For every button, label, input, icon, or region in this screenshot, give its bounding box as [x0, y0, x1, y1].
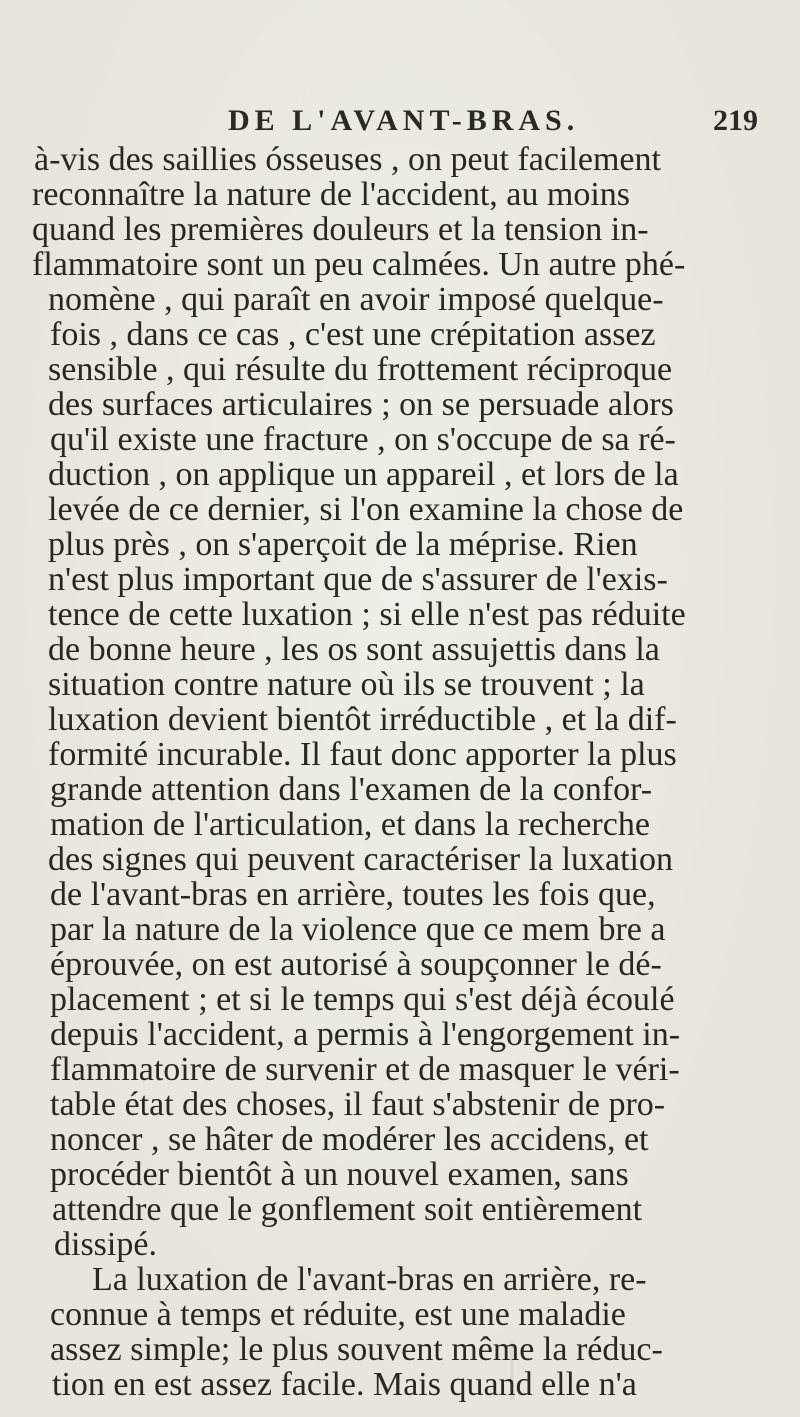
text-line: noncer , se hâter de modérer les accidens, et	[50, 1121, 649, 1158]
text-line: flammatoire sont un peu calmées. Un autre phé-	[32, 246, 686, 283]
text-line: assez simple; le plus souvent même la réduc-	[50, 1331, 663, 1368]
text-line: sensible , qui résulte du frottement réciproque	[48, 351, 673, 388]
text-line: nomène , qui paraît en avoir imposé quelque-	[48, 281, 664, 318]
text-line: par la nature de la violence que ce mem bre a	[50, 911, 666, 948]
text-line: plus près , on s'aperçoit de la méprise. Rien	[48, 526, 638, 563]
text-line: connue à temps et réduite, est une maladie	[50, 1296, 626, 1333]
text-line: depuis l'accident, a permis à l'engorgement in-	[50, 1016, 681, 1053]
text-line: grande attention dans l'examen de la confor-	[50, 771, 653, 808]
paper-mark	[510, 1340, 514, 1400]
text-line: flammatoire de survenir et de masquer le véri-	[50, 1051, 680, 1088]
text-line: tion en est assez facile. Mais quand elle n'a	[52, 1366, 637, 1403]
text-line: reconnaître la nature de l'accident, au moins	[32, 176, 631, 213]
text-line: fois , dans ce cas , c'est une crépitation assez	[50, 316, 656, 353]
text-line: de l'avant-bras en arrière, toutes les fois que,	[50, 876, 656, 913]
text-line: quand les premières douleurs et la tension in-	[32, 211, 649, 248]
text-line: mation de l'articulation, et dans la recherche	[50, 806, 650, 843]
text-line: procéder bientôt à un nouvel examen, sans	[50, 1156, 629, 1193]
text-line: placement ; et si le temps qui s'est déjà écoulé	[50, 981, 675, 1018]
text-line: n'est plus important que de s'assurer de l'exis-	[48, 561, 668, 598]
text-line: éprouvée, on est autorisé à soupçonner le dé-	[50, 946, 662, 983]
text-line: à-vis des saillies ósseuses , on peut facilement	[34, 141, 661, 178]
text-line: des signes qui peuvent caractériser la luxation	[48, 841, 673, 878]
text-line: qu'il existe une fracture , on s'occupe de sa ré-	[50, 421, 676, 458]
paragraph-start-line: La luxation de l'avant-bras en arrière, re-	[92, 1261, 647, 1298]
page-number: 219	[713, 104, 758, 137]
text-line: de bonne heure , les os sont assujettis dans la	[48, 631, 660, 668]
text-line: table état des choses, il faut s'abstenir de pro-	[50, 1086, 666, 1123]
text-line: duction , on applique un appareil , et lors de la	[48, 456, 679, 493]
text-line: des surfaces articulaires ; on se persuade alors	[48, 386, 674, 423]
text-line: luxation devient bientôt irréductible , et la dif-	[48, 701, 677, 738]
text-line: situation contre nature où ils se trouvent ; la	[48, 666, 645, 703]
text-line: levée de ce dernier, si l'on examine la chose de	[48, 491, 684, 528]
text-line: dissipé.	[54, 1226, 157, 1263]
text-line: formité incurable. Il faut donc apporter la plus	[48, 736, 677, 773]
text-line: tence de cette luxation ; si elle n'est pas réduite	[48, 596, 686, 633]
text-line: attendre que le gonflement soit entièrement	[52, 1191, 643, 1228]
running-head: DE L'AVANT-BRAS.	[228, 104, 580, 137]
